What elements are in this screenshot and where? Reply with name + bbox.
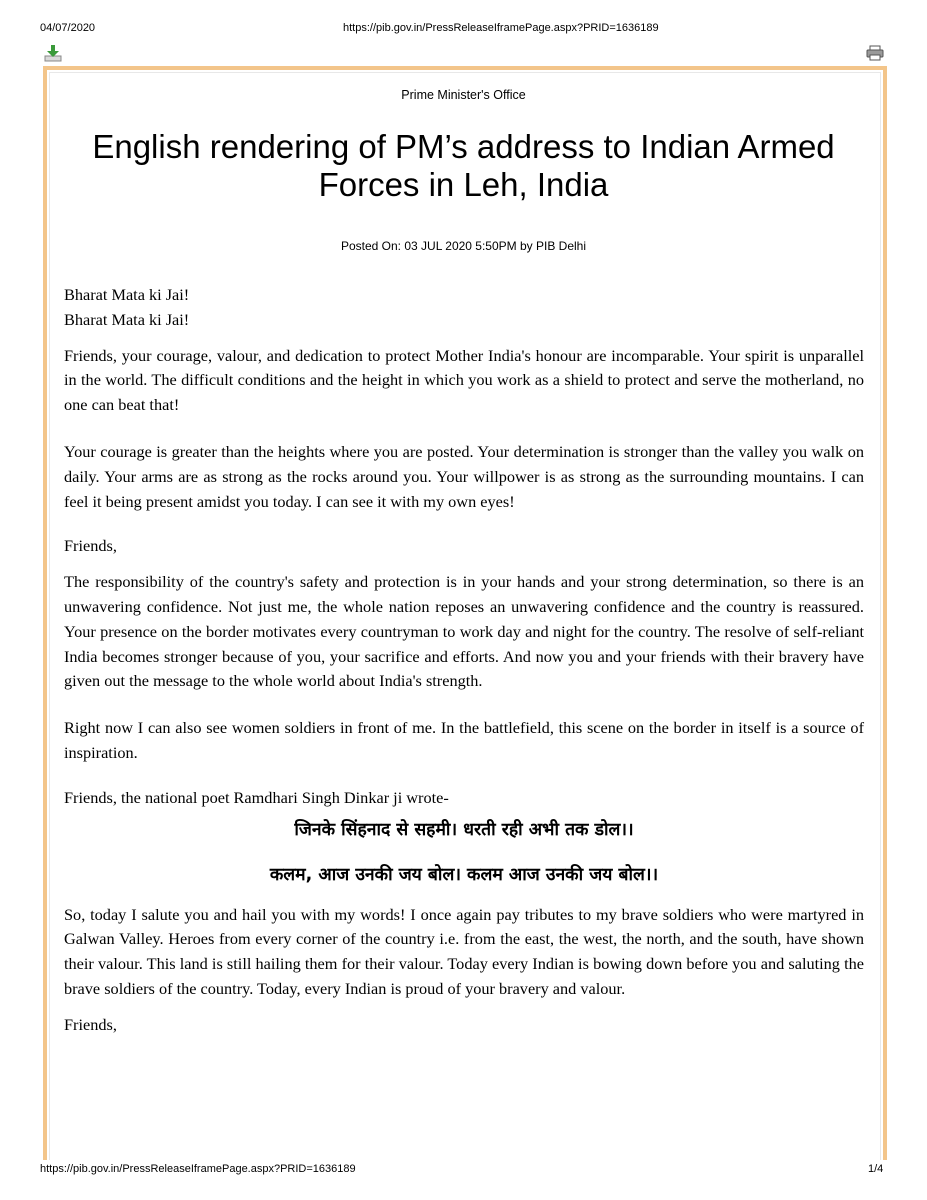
page-number: 1/4 [868, 1163, 884, 1175]
body-paragraph: Friends, the national poet Ramdhari Singh Dinkar ji wrote- [64, 787, 449, 807]
salutation-line: Bharat Mata ki Jai! [64, 309, 190, 329]
body-paragraph: Friends, your courage, valour, and dedication to protect Mother India's honour are incomparable. Your spirit is unparallel in the world. The difficult conditions and the height in which you work as a shield to protect and serve the motherland, no one can beat that! [64, 345, 864, 415]
body-paragraph: The responsibility of the country's safety and protection is in your hands and your strong determination, so there is an unwavering confidence. Not just me, the whole nation reposes an unwavering confidence and the country is reassured. Your presence on the border motivates every countryman to work day and night for the country. The resolve of self-reliant India becomes stronger because of you, your sacrifice and efforts. And now you and your friends with their bravery have given out the message to the whole world about India's strength. [64, 572, 864, 691]
print-footer-url: https://pib.gov.in/PressReleaseIframePage.aspx?PRID=1636189 [40, 1163, 356, 1175]
release-body [64, 283, 864, 1049]
hindi-verse [64, 813, 864, 892]
hindi-verse-line: कलम, आज उनकी जय बोल। कलम आज उनकी जय बोल।। [269, 864, 659, 885]
hindi-verse-line: जिनके सिंहनाद से सहमी। धरती रही अभी तक डोल।। [294, 819, 634, 840]
body-paragraph: Friends, [64, 536, 117, 556]
salutation-line: Bharat Mata ki Jai! [64, 285, 190, 304]
ministry-label: Prime Minister's Office [401, 88, 526, 102]
body-paragraph: Friends, [64, 1014, 117, 1034]
body-paragraph: Your courage is greater than the heights where you are posted. Your determination is stronger than the valley you walk on daily. Your arms are as strong as the rocks around you. Your willpower is as strong as the surrounding mountains. I can feel it being present amidst you today. I can see it with my own eyes! [64, 441, 864, 511]
body-paragraph: So, today I salute you and hail you with my words! I once again pay tributes to my brave soldiers who were martyred in Galwan Valley. Heroes from every corner of the country i.e. from the east, the west, the north, and the south, have shown their valour. This land is still hailing them for their valour. Today every Indian is bowing down before you and saluting the brave soldiers of the country. Today, every Indian is proud of your bravery and valour. [64, 904, 864, 998]
print-date: 04/07/2020 [40, 22, 96, 34]
body-paragraph: Right now I can also see women soldiers in front of me. In the battlefield, this scene on the border in itself is a source of inspiration. [64, 718, 864, 762]
printer-icon[interactable] [866, 45, 884, 61]
release-title: English rendering of PM’s address to Indian Armed Forces in Leh, India [92, 128, 835, 203]
print-header-url: https://pib.gov.in/PressReleaseIframePage.aspx?PRID=1636189 [343, 22, 659, 34]
posted-on: Posted On: 03 JUL 2020 5:50PM by PIB Delhi [340, 239, 587, 253]
download-icon[interactable] [44, 44, 62, 62]
